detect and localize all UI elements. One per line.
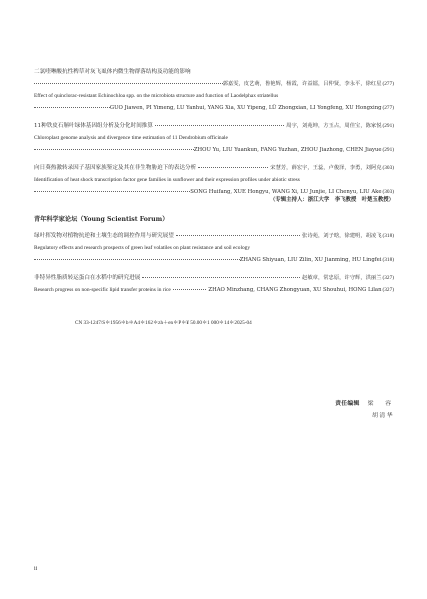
article-authors-en: GUO Jiawen, PI Yimeng, LU Yanhui, YANG Xia, XU Yipeng, LÜ Zhongxian, LI Yongfeng, XU Hongxing: [109, 105, 382, 111]
toc-entry[interactable]: [34, 63, 394, 111]
guest-editors-note: （专辑主持人：浙江大学 李飞教授 叶楚玉教授）: [270, 197, 394, 203]
toc-entry[interactable]: [34, 159, 394, 206]
article-title-en[interactable]: Identification of heat shock transcription factor gene families in sunflower and their expression profiles under abiotic stress: [34, 177, 300, 183]
article-title-cn[interactable]: 二氯喹啉酸抗性稗草对灰飞虱体内微生物群落结构及功能的影响: [34, 69, 191, 75]
article-title-cn[interactable]: 向日葵热激转录因子基因家族鉴定及其在非生物胁迫下的表达分析: [34, 165, 197, 171]
leader-dots: [34, 83, 223, 84]
article-authors-en: ZHOU Yu, LIU Yuankun, FANG Yuzhan, ZHOU Jiazhong, CHEN Jiayue: [193, 147, 382, 153]
leader-dots: [34, 191, 190, 192]
leader-dots: [198, 167, 268, 168]
article-title-en[interactable]: Regulatory effects and research prospects of green leaf volatiles on plant resistance and soil ecology: [34, 245, 251, 251]
article-title-cn[interactable]: 非特异性脂质转运蛋白在水稻中的研究进展: [34, 275, 141, 281]
page-number[interactable]: (327): [382, 275, 394, 281]
article-title-en[interactable]: Effect of quinclorac-resistant Echinochloa spp. on the microbiota structure and function of Laodelphax striatellus: [34, 93, 279, 99]
section-heading: 青年科学家论坛（Young Scientist Forum）: [34, 216, 169, 223]
article-authors-cn: 张诗苑，刘子晗，徐建明，胡凌飞: [302, 233, 382, 239]
article-authors-cn: 赵敏章，常忠原，许守辉，洪丽兰: [302, 275, 382, 281]
page-number[interactable]: (277): [382, 81, 394, 87]
article-authors-en: SONG Huifang, XUE Hongyu, WANG Xi, LU Junjie, LI Chenyu, LIU Ake: [190, 189, 382, 195]
editor-name: 梁 容: [367, 401, 394, 407]
leader-dots: [173, 289, 207, 290]
page-number-footer: ii: [34, 566, 38, 572]
article-title-en[interactable]: Research progress on non-specific lipid transfer proteins in rice: [34, 287, 171, 293]
toc-entry[interactable]: [34, 269, 394, 293]
publication-code: CN 33-1247/S＊1956＊b＊A4＊162＊zh＋en＊P＊¥ 50.00＊1 000＊14＊2025-04: [75, 320, 252, 326]
page-number[interactable]: (291): [382, 147, 394, 153]
toc-entry[interactable]: [34, 227, 394, 263]
article-authors-en: ZHANG Shiyuan, LIU Zilin, XU Jianming, HU Lingfei: [239, 257, 382, 263]
leader-dots: [34, 149, 194, 150]
leader-dots: [176, 235, 300, 236]
article-authors-cn: 郭嘉雯，皮艺萌，鲁艳辉，杨霞，许益镭，吕仲贤，李永平，徐红星: [222, 81, 382, 87]
article-authors-cn: 宋慧芳，薛宏宇，王蕊，卢俊泽，李勇，刘阿克: [270, 165, 382, 171]
page-number[interactable]: (318): [382, 233, 394, 239]
article-title-cn[interactable]: 11种铁皮石斛叶绿体基因组分析及分化时间推算: [34, 123, 153, 129]
leader-dots: [155, 125, 284, 126]
page-number[interactable]: (303): [382, 189, 394, 195]
toc-entry[interactable]: [34, 117, 394, 153]
article-title-cn[interactable]: 绿叶挥发物对植物抗逆和土壤生态的调控作用与研究展望: [34, 233, 174, 239]
table-of-contents: [34, 63, 394, 299]
page-number[interactable]: (277): [382, 105, 394, 111]
page-number[interactable]: (303): [382, 165, 394, 171]
responsible-editors: [335, 398, 394, 422]
article-authors-en: ZHAO Minzhang, CHANG Zhongyuan, XU Shouhui, HONG Lilan: [208, 287, 382, 293]
editor-label: 责任编辑: [335, 401, 360, 407]
leader-dots: [142, 277, 300, 278]
leader-dots: [34, 107, 110, 108]
article-title-en[interactable]: Chloroplast genome analysis and divergence time estimation of 11 Dendrobium officinale: [34, 135, 228, 141]
article-authors-cn: 周宇，刘苑坤，方玉占，周佳宝，陈家悦: [286, 123, 382, 129]
page-number[interactable]: (318): [382, 257, 394, 263]
editor-name-second: 胡清华: [372, 413, 394, 419]
leader-dots: [34, 259, 240, 260]
page-number[interactable]: (327): [382, 287, 394, 293]
page-number[interactable]: (291): [382, 123, 394, 129]
